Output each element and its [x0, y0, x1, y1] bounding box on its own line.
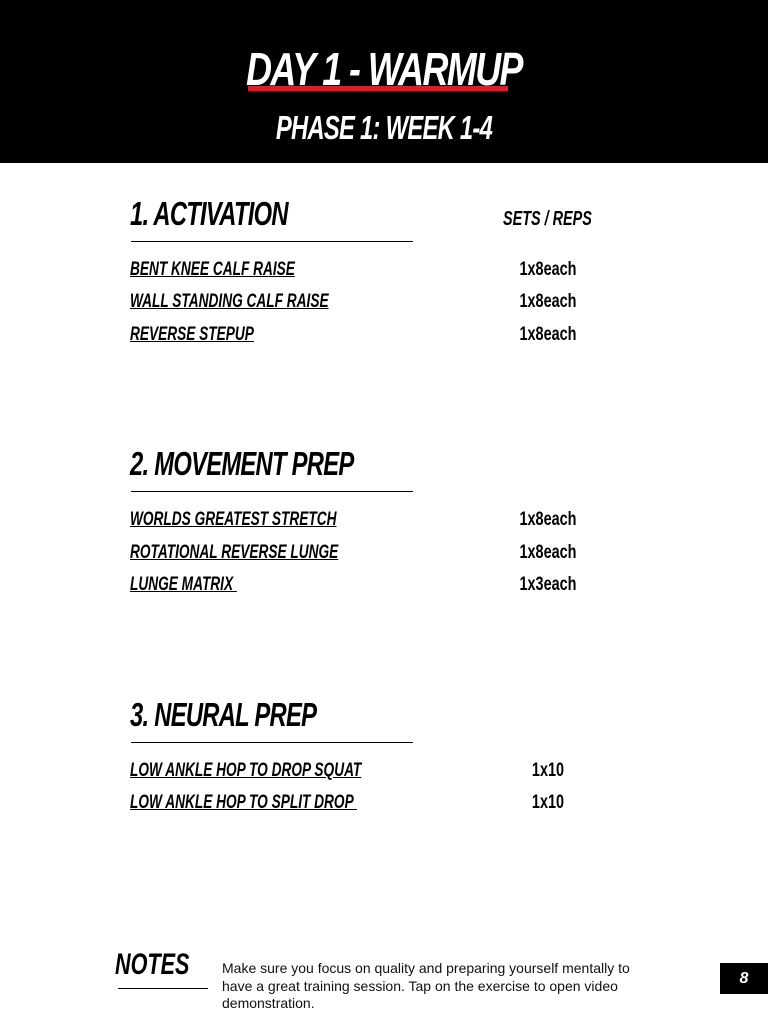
exercise-link-rotational-reverse-lunge[interactable]: ROTATIONAL REVERSE LUNGE [130, 542, 339, 563]
exercise-link-low-ankle-hop-to-drop-squat[interactable]: LOW ANKLE HOP TO DROP SQUAT [130, 760, 362, 781]
page-subtitle: PHASE 1: WEEK 1-4 [275, 109, 493, 146]
page-header [0, 0, 768, 163]
page-number-badge: 8 [720, 963, 768, 994]
exercise-link-bent-knee-calf-raise[interactable]: BENT KNEE CALF RAISE [130, 259, 295, 280]
exercise-link-low-ankle-hop-to-split-drop[interactable]: LOW ANKLE HOP TO SPLIT DROP [130, 792, 357, 813]
section-title-movement-prep: 2. MOVEMENT PREP [130, 445, 354, 482]
section-divider [131, 241, 413, 242]
notes-title: NOTES [115, 948, 190, 981]
exercise-reps: 1x8each [519, 542, 577, 563]
section-title-activation: 1. ACTIVATION [130, 195, 288, 232]
exercise-link-worlds-greatest-stretch[interactable]: WORLDS GREATEST STRETCH [130, 509, 337, 530]
exercise-link-wall-standing-calf-raise[interactable]: WALL STANDING CALF RAISE [130, 291, 329, 312]
section-divider [131, 742, 413, 743]
notes-divider [118, 988, 208, 989]
notes-text: Make sure you focus on quality and preparing yourself mentally to have a great training session. Tap on the exercise to open video demonstration. [222, 960, 630, 1011]
section-title-neural-prep: 3. NEURAL PREP [130, 696, 317, 733]
exercise-link-lunge-matrix[interactable]: LUNGE MATRIX [130, 574, 237, 595]
exercise-reps: 1x10 [531, 792, 565, 813]
exercise-reps: 1x8each [519, 259, 577, 280]
section-divider [131, 491, 413, 492]
exercise-reps: 1x8each [519, 291, 577, 312]
page-title: DAY 1 - WARMUP [246, 43, 522, 95]
exercise-reps: 1x10 [531, 760, 565, 781]
sets-reps-column-header: SETS / REPS [503, 208, 592, 230]
exercise-reps: 1x8each [519, 324, 577, 345]
exercise-link-reverse-stepup[interactable]: REVERSE STEPUP [130, 324, 254, 345]
exercise-reps: 1x8each [519, 509, 577, 530]
exercise-reps: 1x3each [519, 574, 577, 595]
